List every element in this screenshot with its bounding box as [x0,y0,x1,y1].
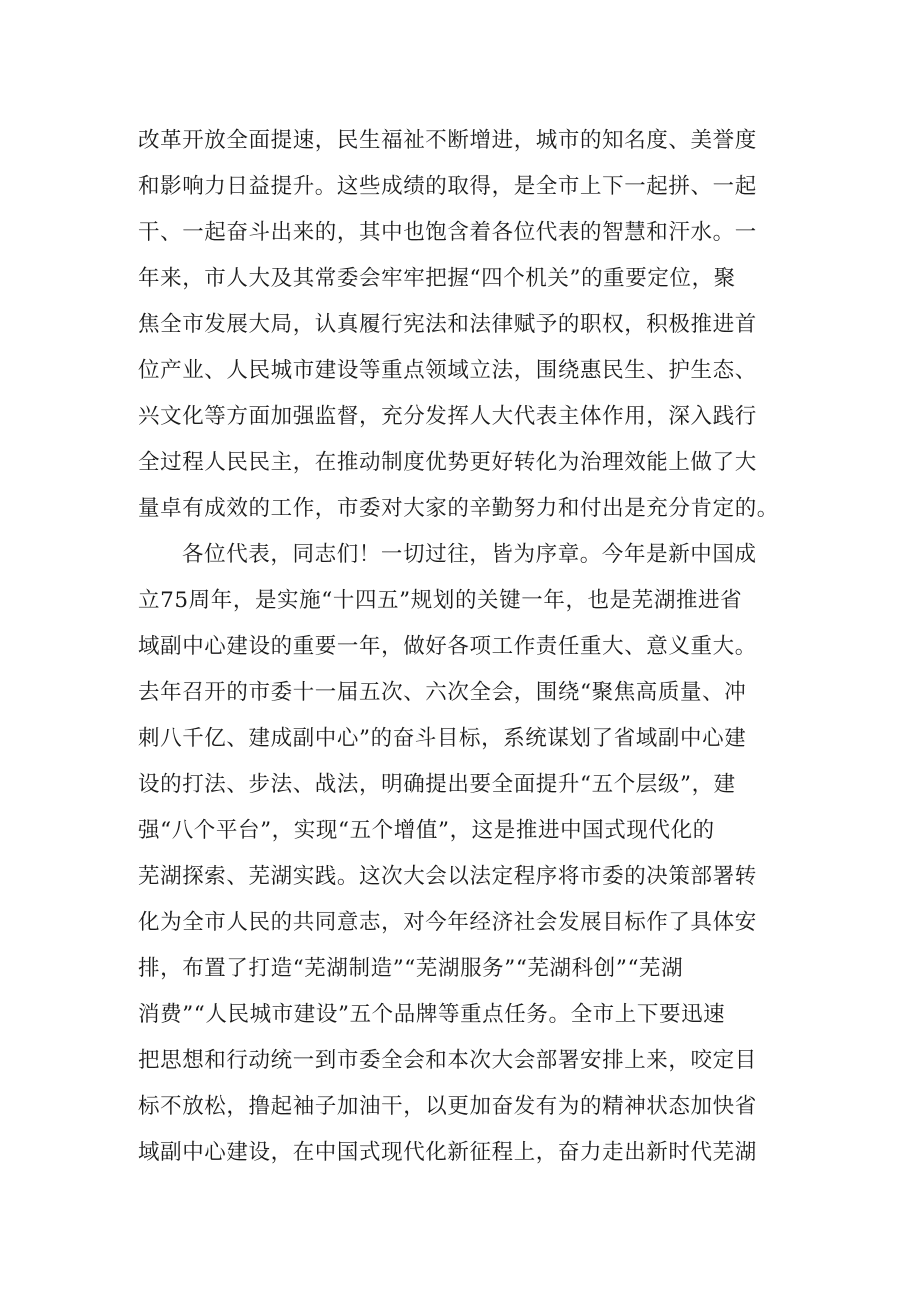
text-line: 化为全市人民的共同意志，对今年经济社会发展目标作了具体安 [138,910,757,935]
text-line: 排，布置了打造“芜湖制造”“芜湖服务”“芜湖科创”“芜湖 [138,956,684,981]
text-line: 设的打法、步法、战法，明确提出要全面提升“五个层级”，建 [138,772,736,797]
paragraph-1 [138,118,798,532]
text-line: 强“八个平台”，实现“五个增值”，这是推进中国式现代化的 [138,818,715,843]
text-line: 和影响力日益提升。这些成绩的取得，是全市上下一起拼、一起 [138,174,757,199]
text-line: 位产业、人民城市建设等重点领域立法，围绕惠民生、护生态、 [138,358,757,383]
text-line: 芜湖探索、芜湖实践。这次大会以法定程序将市委的决策部署转 [138,864,757,889]
paragraph-2 [138,532,798,1176]
text-line: 改革开放全面提速，民生福祉不断增进，城市的知名度、美誉度 [138,128,757,153]
text-line: 标不放松，撸起袖子加油干，以更加奋发有为的精神状态加快省 [138,1094,757,1119]
text-line: 量卓有成效的工作，市委对大家的辛勤努力和付出是充分肯定的。 [138,496,779,521]
text-line: 年来，市人大及其常委会牢牢把握“四个机关”的重要定位，聚 [138,266,736,291]
text-line: 干、一起奋斗出来的，其中也饱含着各位代表的智慧和汗水。一 [138,220,757,245]
text-line: 消费”“人民城市建设”五个品牌等重点任务。全市上下要迅速 [138,1002,726,1027]
text-line: 域副中心建设的重要一年，做好各项工作责任重大、意义重大。 [138,634,757,659]
text-line: 各位代表，同志们！一切过往，皆为序章。今年是新中国成 [182,542,757,567]
text-line: 全过程人民民主，在推动制度优势更好转化为治理效能上做了大 [138,450,757,475]
text-line: 焦全市发展大局，认真履行宪法和法律赋予的职权，积极推进首 [138,312,757,337]
text-line: 兴文化等方面加强监督，充分发挥人大代表主体作用，深入践行 [138,404,757,429]
text-line: 把思想和行动统一到市委全会和本次大会部署安排上来，咬定目 [138,1048,757,1073]
text-line: 去年召开的市委十一届五次、六次全会，围绕“聚焦高质量、冲 [138,680,747,705]
text-line: 域副中心建设，在中国式现代化新征程上，奋力走出新时代芜湖 [138,1140,757,1165]
document-body [138,118,798,1176]
text-line: 立75周年，是实施“十四五”规划的关键一年，也是芜湖推进省 [138,588,743,613]
text-line: 刺八千亿、建成副中心”的奋斗目标，系统谋划了省域副中心建 [138,726,747,751]
